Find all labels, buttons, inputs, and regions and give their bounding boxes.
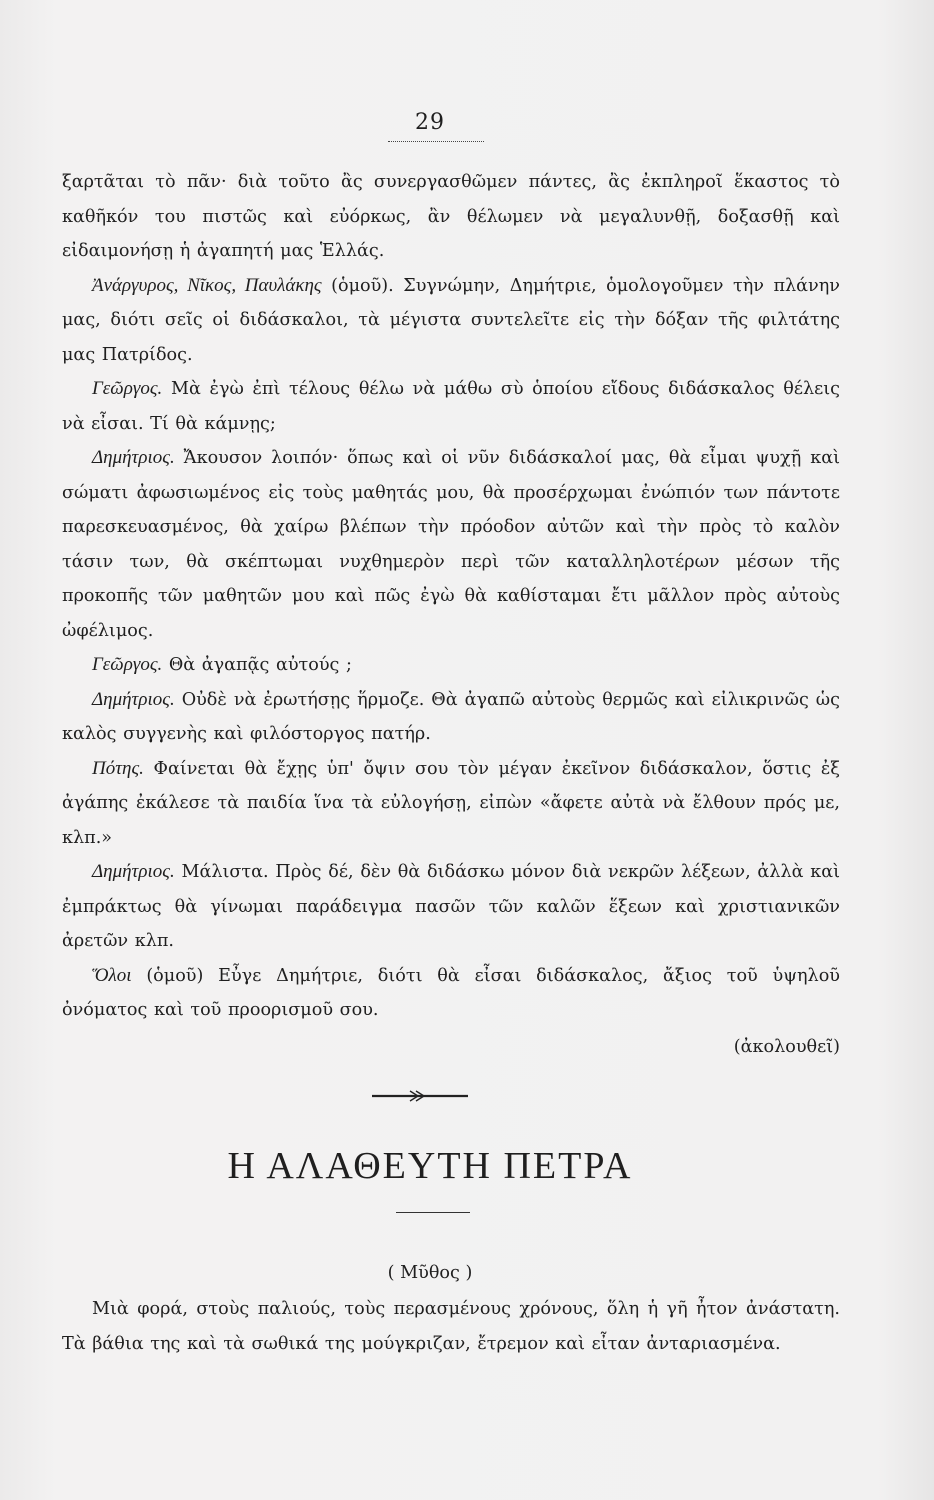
dialogue-paragraph — [62, 683, 840, 752]
speaker-name: Δημήτριος. — [92, 861, 175, 882]
dialogue-paragraph — [62, 959, 840, 1028]
title-underline — [396, 1212, 470, 1213]
section-divider-ornament — [370, 1088, 470, 1104]
speaker-name: Γεῶργος. — [92, 378, 163, 399]
page-number-rule — [388, 141, 484, 142]
dialogue-text-line: Οὐδὲ νὰ ἐρωτήσῃς ἥρμοζε. Θὰ ἀγαπῶ αὐτοὺς θερμῶς καὶ εἰλικρινῶς ὡς καλὸς συγγενὴς καὶ φιλόστοργος πατήρ. — [62, 689, 840, 744]
dialogue-text-line: Ἄκουσον λοιπόν· ὅπως καὶ οἱ νῦν διδάσκαλοί μας, θὰ εἶμαι ψυχῇ καὶ σώματι ἀφωσιωμένος εἰς τοὺς μαθητάς μου, θὰ προσέρχωμαι ἐνώπιόν των πάντοτε παρεσκευασμένος, θὰ χαίρω βλέπων τὴν πρόοδον αὐτῶν καὶ τὴν πρὸς τὸ καλὸν τάσιν των, θὰ σκέπτωμαι νυχθημερὸν περὶ τῶν καταλληλοτέρων μέσων τῆς προκοπῆς τῶν μαθητῶν μου καὶ πῶς ἐγὼ θὰ καθίσταμαι ἔτι μᾶλλον πρὸς αὐτοὺς ὠφέλιμος. — [62, 448, 840, 641]
dialogue-text-line: (ὁμοῦ). Συγνώμην, Δημήτριε, ὁμολογοῦμεν τὴν πλάνην μας, διότι σεῖς οἱ διδάσκαλοι, τὰ μέγιστα συντελεῖτε εἰς τὴν δόξαν τῆς φιλτάτης μας Πατρίδος. — [62, 275, 840, 365]
speaker-name: Δημήτριος. — [92, 688, 175, 710]
continued-note: (ἀκολουθεῖ) — [733, 1036, 840, 1057]
page-number: 29 — [415, 110, 445, 135]
dialogue-text-line: Φαίνεται θὰ ἔχῃς ὑπ' ὄψιν σου τὸν μέγαν ἐκεῖνον διδάσκαλον, ὅστις ἐξ ἀγάπης ἐκάλεσε τὰ παιδία ἵνα τὰ εὐλογήσῃ, εἰπὼν «ἄφετε αὐτὰ νὰ ἔλθουν πρός με, κλπ.» — [62, 758, 840, 848]
speaker-name: Ἀνάργυρος, Νῖκος, Παυλάκης — [92, 274, 322, 296]
story-subtitle: ( Μῦθος ) — [387, 1263, 473, 1283]
story-title: Η ΑΛΑΘΕΥΤΗ ΠΕΤΡΑ — [227, 1145, 633, 1187]
dialogue-text — [62, 165, 840, 1064]
story-text — [62, 1292, 840, 1361]
dialogue-paragraph — [62, 372, 840, 441]
dialogue-paragraph — [62, 269, 840, 373]
dialogue-paragraph — [62, 441, 840, 648]
dialogue-text-line: Μάλιστα. Πρὸς δέ, δὲν θὰ διδάσκω μόνον διὰ νεκρῶν λέξεων, ἀλλὰ καὶ ἐμπράκτως θὰ γίνωμαι παράδειγμα πασῶν τῶν καλῶν ἕξεων καὶ χριστιανικῶν ἀρετῶν κλπ. — [62, 862, 841, 951]
speaker-name: Δημήτριος. — [92, 447, 175, 468]
speaker-name: Γεῶργος. — [92, 654, 163, 675]
dialogue-paragraph — [62, 165, 840, 269]
dialogue-paragraph — [62, 752, 840, 856]
dialogue-paragraph — [62, 648, 840, 683]
dialogue-text-line: (ὁμοῦ) Εὖγε Δημήτριε, διότι θὰ εἶσαι διδάσκαλος, ἄξιος τοῦ ὑψηλοῦ ὀνόματος καὶ τοῦ προορισμοῦ σου. — [62, 965, 840, 1020]
speaker-name: Πότης. — [92, 757, 144, 779]
dialogue-text-line: Μὰ ἐγὼ ἐπὶ τέλους θέλω νὰ μάθω σὺ ὁποίου εἴδους διδάσκαλος θέλεις νὰ εἶσαι. Τί θὰ κάμνῃς; — [62, 379, 841, 434]
dialogue-text-line: Θὰ ἀγαπᾷς αὐτούς ; — [168, 655, 352, 675]
speaker-name: Ὅλοι — [92, 964, 132, 986]
dialogue-text-line: ξαρτᾶται τὸ πᾶν· διὰ τοῦτο ἂς συνεργασθῶμεν πάντες, ἂς ἐκπληροῖ ἕκαστος τὸ καθῆκόν του πιστῶς καὶ εὐόρκως, ἂν θέλωμεν νὰ μεγαλυνθῇ, δοξασθῇ καὶ εἰδαιμονήσῃ ἡ ἀγαπητή μας Ἑλλάς. — [62, 172, 840, 261]
dialogue-paragraph — [62, 855, 840, 959]
story-paragraph: Μιὰ φορά, στοὺς παλιούς, τοὺς περασμένους χρόνους, ὅλη ἡ γῆ ἦτον ἀνάστατη. Τὰ βάθια της καὶ τὰ σωθικά της μούγκριζαν, ἔτρεμον καὶ εἶταν ἀνταριασμένα. — [62, 1299, 840, 1354]
